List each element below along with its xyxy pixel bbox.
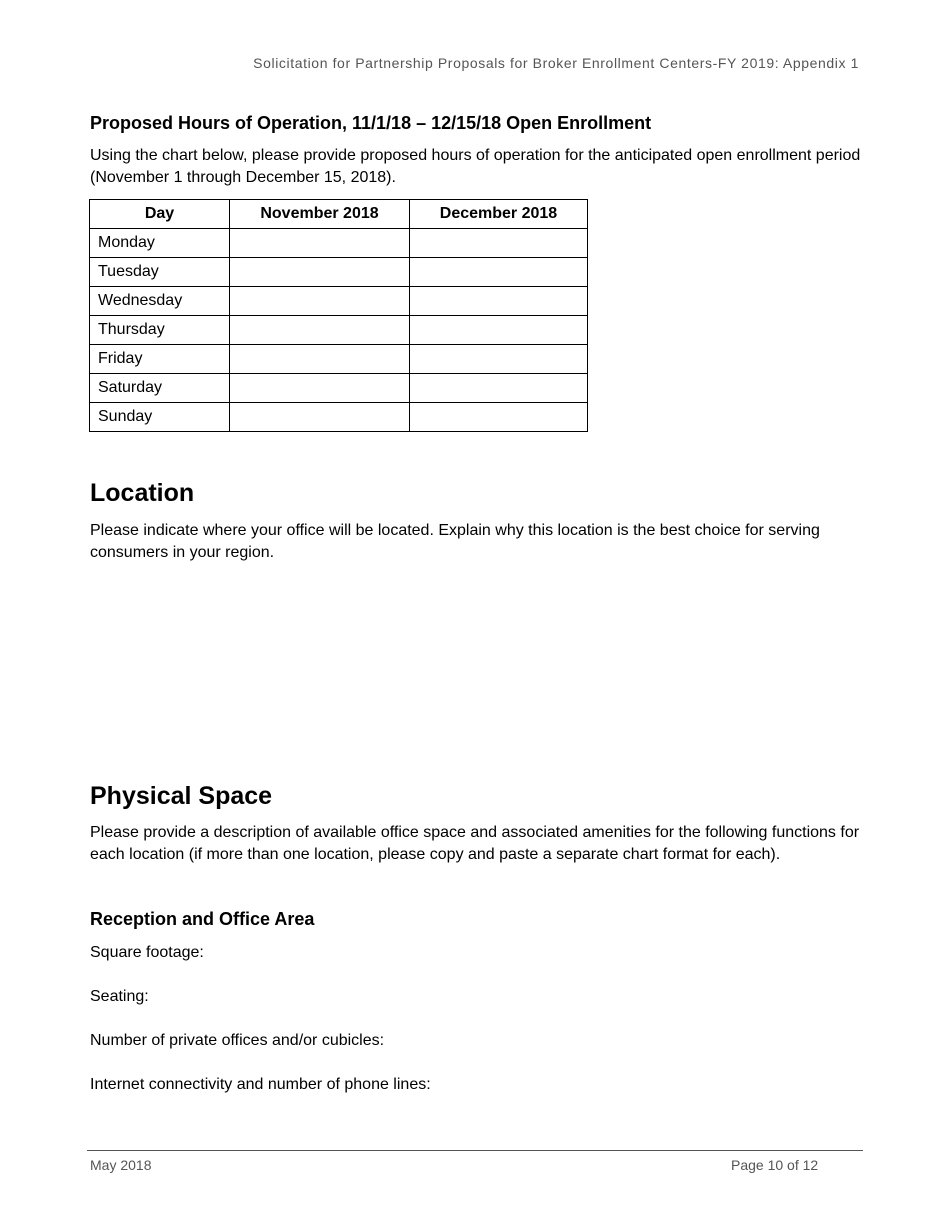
physical-space-heading: Physical Space (90, 782, 273, 810)
column-header-day: Day (90, 200, 230, 229)
november-hours-cell[interactable] (230, 287, 410, 316)
hours-intro-block (90, 145, 865, 189)
field-seating: Seating: (90, 988, 149, 1005)
location-heading-block (90, 479, 865, 508)
december-hours-cell[interactable] (410, 258, 588, 287)
hours-intro: Using the chart below, please provide proposed hours of operation for the anticipated open enrollment period (November 1 through December 15, 2018). (90, 147, 861, 186)
day-cell: Thursday (90, 316, 230, 345)
november-hours-cell[interactable] (230, 229, 410, 258)
day-cell: Friday (90, 345, 230, 374)
december-hours-cell[interactable] (410, 229, 588, 258)
field-square-footage-block (90, 942, 865, 964)
table-row (90, 258, 588, 287)
day-cell: Wednesday (90, 287, 230, 316)
field-offices-block (90, 1030, 865, 1052)
reception-subheading: Reception and Office Area (90, 909, 315, 929)
field-private-offices: Number of private offices and/or cubicles: (90, 1032, 385, 1049)
table-row (90, 403, 588, 432)
physical-space-body-block (90, 822, 865, 866)
november-hours-cell[interactable] (230, 258, 410, 287)
november-hours-cell[interactable] (230, 374, 410, 403)
december-hours-cell[interactable] (410, 287, 588, 316)
footer-divider (87, 1150, 863, 1151)
physical-space-heading-block (90, 782, 865, 811)
table-row (90, 316, 588, 345)
day-cell: Saturday (90, 374, 230, 403)
field-seating-block (90, 986, 865, 1008)
field-square-footage: Square footage: (90, 944, 204, 961)
location-body: Please indicate where your office will be located. Explain why this location is the best choice for serving consumers in your region. (90, 522, 820, 561)
column-header-november: November 2018 (230, 200, 410, 229)
hours-heading-block (90, 113, 865, 134)
table-row (90, 345, 588, 374)
field-internet-block (90, 1074, 865, 1096)
location-body-block (90, 520, 865, 564)
table-row (90, 374, 588, 403)
physical-space-body: Please provide a description of available office space and associated amenities for the following functions for each location (if more than one location, please copy and paste a separate chart format for each). (90, 824, 860, 863)
table-row (90, 229, 588, 258)
field-internet-phone: Internet connectivity and number of phone lines: (90, 1076, 431, 1093)
december-hours-cell[interactable] (410, 316, 588, 345)
november-hours-cell[interactable] (230, 316, 410, 345)
november-hours-cell[interactable] (230, 345, 410, 374)
day-cell: Monday (90, 229, 230, 258)
footer-date: May 2018 (90, 1157, 152, 1173)
reception-heading-block (90, 909, 865, 930)
day-cell: Sunday (90, 403, 230, 432)
november-hours-cell[interactable] (230, 403, 410, 432)
december-hours-cell[interactable] (410, 374, 588, 403)
column-header-december: December 2018 (410, 200, 588, 229)
running-header: Solicitation for Partnership Proposals for Broker Enrollment Centers-FY 2019: Appendix 1 (253, 55, 859, 71)
location-heading: Location (90, 479, 195, 507)
december-hours-cell[interactable] (410, 403, 588, 432)
hours-heading: Proposed Hours of Operation, 11/1/18 – 12/15/18 Open Enrollment (90, 113, 652, 133)
day-cell: Tuesday (90, 258, 230, 287)
hours-table-header-row (90, 200, 588, 229)
table-row (90, 287, 588, 316)
hours-table (89, 199, 588, 432)
footer-page-number: Page 10 of 12 (731, 1157, 819, 1173)
december-hours-cell[interactable] (410, 345, 588, 374)
